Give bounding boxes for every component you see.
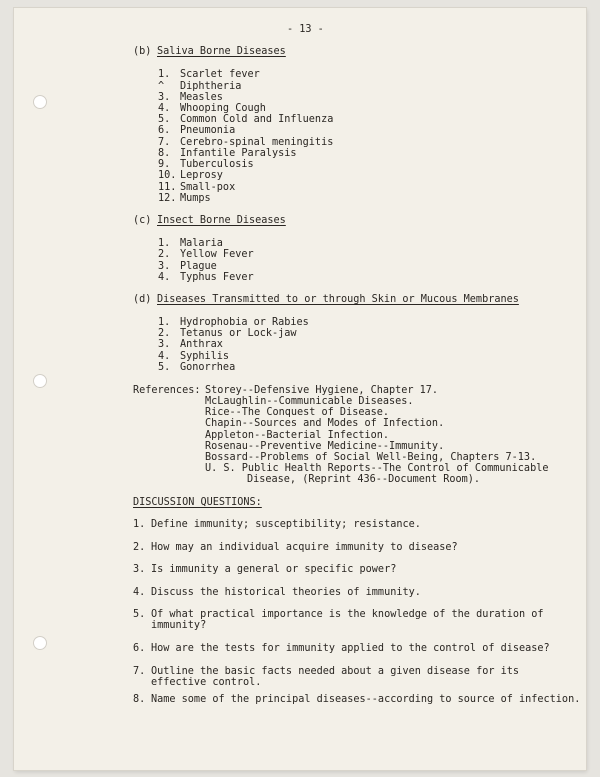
list-item-number: 1. [158,238,171,249]
list-item-number: 1. [158,69,171,80]
question-number: 7. [133,666,146,677]
list-item-number: 2. [158,328,171,339]
section-title: Insect Borne Diseases [157,215,286,226]
list-item: Anthrax [180,339,223,350]
reference-entry: Rice--The Conquest of Disease. [205,407,390,418]
question-number: 8. [133,694,146,705]
question-number: 6. [133,643,146,654]
list-item: Scarlet fever [180,69,260,80]
list-item-number: 3. [158,339,171,350]
list-item-number: 3. [158,261,171,272]
list-item: Gonorrhea [180,362,236,373]
page-number: - 13 - [287,24,324,35]
reference-entry: Bossard--Problems of Social Well-Being, Chapters 7-13. [205,452,537,463]
list-item-number: 1. [158,317,171,328]
section-title: Saliva Borne Diseases [157,46,286,57]
reference-entry-continued: Disease, (Reprint 436--Document Room). [247,474,481,485]
reference-entry: U. S. Public Health Reports--The Control of Communicable [205,463,549,474]
list-item: Tetanus or Lock-jaw [180,328,297,339]
question-text: How may an individual acquire immunity to disease? [151,542,458,553]
list-item-number: 12. [158,193,177,204]
discussion-heading: DISCUSSION QUESTIONS: [133,497,262,508]
list-item: Measles [180,92,223,103]
section-label: (c) [133,215,152,226]
question-text-continued: immunity? [151,620,207,631]
list-item-number: ^ [158,81,165,92]
punch-hole [33,374,47,388]
question-number: 2. [133,542,146,553]
list-item-number: 11. [158,182,177,193]
list-item-number: 3. [158,92,171,103]
list-item-number: 4. [158,351,171,362]
question-text: How are the tests for immunity applied to the control of disease? [151,643,550,654]
reference-entry: Chapin--Sources and Modes of Infection. [205,418,445,429]
list-item: Pneumonia [180,125,236,136]
list-item-number: 5. [158,362,171,373]
section-title: Diseases Transmitted to or through Skin or Mucous Membranes [157,294,519,305]
list-item: Tuberculosis [180,159,254,170]
question-text-continued: effective control. [151,677,262,688]
question-text: Is immunity a general or specific power? [151,564,397,575]
question-number: 1. [133,519,146,530]
list-item-number: 4. [158,272,171,283]
question-number: 5. [133,609,146,620]
list-item: Typhus Fever [180,272,254,283]
reference-entry: McLaughlin--Communicable Diseases. [205,396,414,407]
list-item: Yellow Fever [180,249,254,260]
list-item-number: 6. [158,125,171,136]
list-item: Syphilis [180,351,230,362]
question-text: Of what practical importance is the knowledge of the duration of [151,609,544,620]
list-item: Cerebro-spinal meningitis [180,137,334,148]
list-item-number: 4. [158,103,171,114]
references-label: References: [133,385,201,396]
list-item: Mumps [180,193,211,204]
list-item-number: 2. [158,249,171,260]
section-label: (d) [133,294,152,305]
list-item-number: 10. [158,170,177,181]
list-item: Whooping Cough [180,103,266,114]
list-item: Leprosy [180,170,223,181]
list-item-number: 8. [158,148,171,159]
question-text: Discuss the historical theories of immunity. [151,587,421,598]
punch-hole [33,636,47,650]
list-item-number: 7. [158,137,171,148]
list-item: Malaria [180,238,223,249]
question-text: Define immunity; susceptibility; resistance. [151,519,421,530]
list-item: Hydrophobia or Rabies [180,317,309,328]
question-number: 3. [133,564,146,575]
question-number: 4. [133,587,146,598]
list-item-number: 5. [158,114,171,125]
section-label: (b) [133,46,152,57]
list-item: Plague [180,261,217,272]
question-text: Name some of the principal diseases--according to source of infection. [151,694,581,705]
reference-entry: Storey--Defensive Hygiene, Chapter 17. [205,385,439,396]
reference-entry: Appleton--Bacterial Infection. [205,430,390,441]
list-item: Diphtheria [180,81,242,92]
reference-entry: Rosenau--Preventive Medicine--Immunity. [205,441,445,452]
list-item: Common Cold and Influenza [180,114,334,125]
question-text: Outline the basic facts needed about a given disease for its [151,666,520,677]
list-item: Infantile Paralysis [180,148,297,159]
list-item-number: 9. [158,159,171,170]
punch-hole [33,95,47,109]
list-item: Small-pox [180,182,236,193]
